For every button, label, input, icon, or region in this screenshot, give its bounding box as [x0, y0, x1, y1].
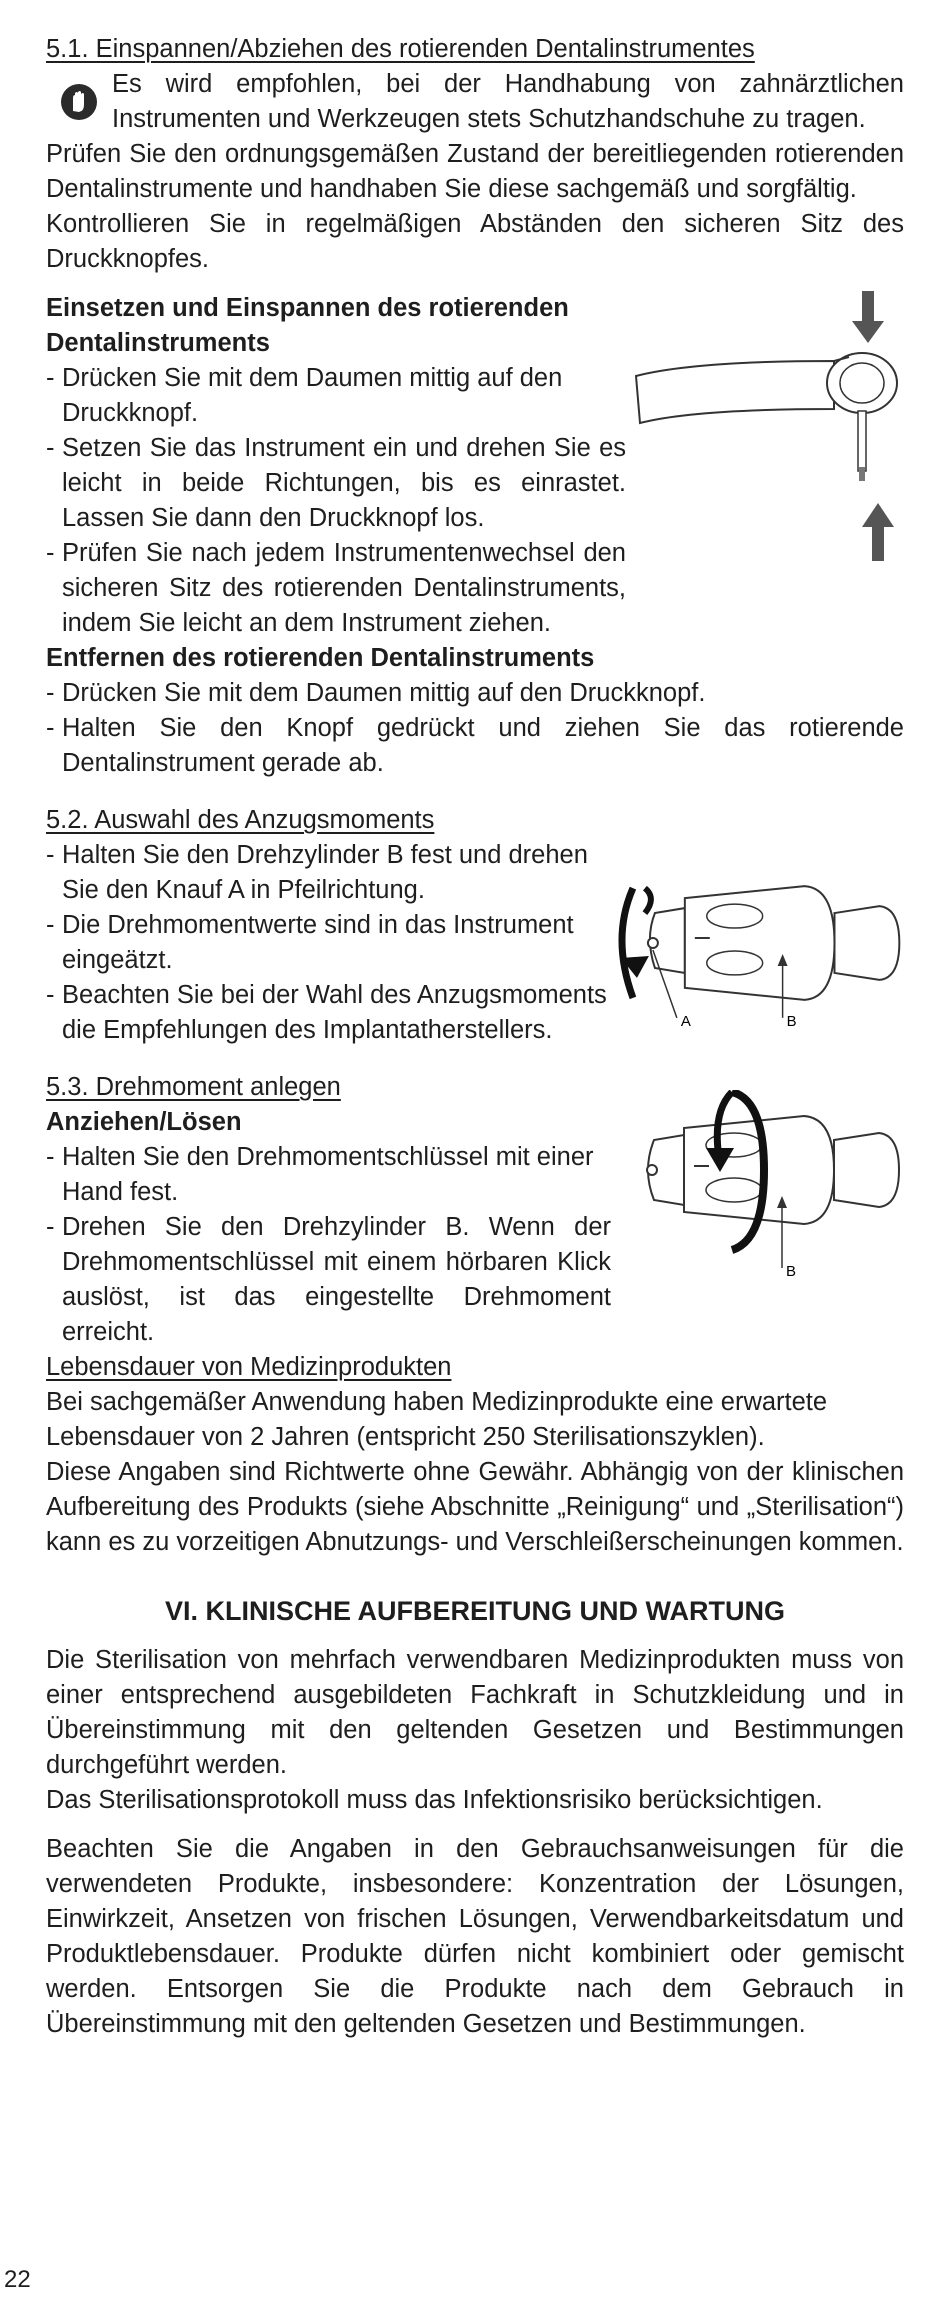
figure-label-a: A [680, 1012, 691, 1028]
protective-gloves-icon [60, 83, 98, 121]
section-5-1-heading: 5.1. Einspannen/Abziehen des rotierenden Dentalinstrumentes [46, 35, 755, 63]
remove-step: - Drücken Sie mit dem Daumen mittig auf den Druckknopf. [46, 676, 904, 711]
lifetime-heading: Lebensdauer von Medizinprodukten [46, 1353, 452, 1381]
apply-torque-list [46, 1140, 611, 1350]
figure-label-b: B [786, 1263, 797, 1280]
glove-note-line-1: Es wird empfohlen, bei der Handhabung von zahnärztlichen [112, 70, 904, 98]
torque-wrench-selection-figure [615, 858, 904, 1028]
insert-step: - Prüfen Sie nach jedem Instrumentenwechsel den sicheren Sitz des rotierenden Dentalinstruments, indem Sie leicht an dem Instrument ziehen. [46, 536, 626, 641]
handpiece-push-button-figure [634, 291, 904, 561]
apply-torque-step: - Halten Sie den Drehmomentschlüssel mit einer Hand fest. [46, 1140, 611, 1210]
s51-para-1: Prüfen Sie den ordnungsgemäßen Zustand der bereitliegenden rotierenden Dentalinstrumente und handhaben Sie diese sachgemäß und sorgfältig. [46, 140, 904, 203]
apply-torque-step: - Drehen Sie den Drehzylinder B. Wenn der Drehmomentschlüssel mit einem hörbaren Klick auslöst, ist das eingestellte Drehmoment erreicht. [46, 1210, 611, 1350]
lifetime-para-1: Bei sachgemäßer Anwendung haben Medizinprodukte eine erwartete Lebensdauer von 2 Jahren (entspricht 250 Sterilisationszyklen). [46, 1388, 828, 1451]
section-5-2-heading: 5.2. Auswahl des Anzugsmoments [46, 806, 435, 834]
torque-selection-step: - Die Drehmomentwerte sind in das Instrument eingeätzt. [46, 908, 615, 978]
chapter-6-para-2: Das Sterilisationsprotokoll muss das Infektionsrisiko berücksichtigen. [46, 1786, 823, 1814]
remove-heading: Entfernen des rotierenden Dentalinstruments [46, 644, 595, 672]
remove-steps-list [46, 676, 904, 781]
torque-selection-step: - Beachten Sie bei der Wahl des Anzugsmoments die Empfehlungen des Implantatherstellers. [46, 978, 615, 1048]
chapter-6-para-1: Die Sterilisation von mehrfach verwendbaren Medizinprodukten muss von einer entsprechend ausgebildeten Fachkraft in Schutzkleidung und in Übereinstimmung mit den geltenden Gesetzen und Bestimmungen durchgeführt werden. [46, 1646, 904, 1779]
figure-label-b: B [786, 1012, 797, 1028]
insert-step: - Drücken Sie mit dem Daumen mittig auf den Druckknopf. [46, 361, 626, 431]
torque-selection-list [46, 838, 615, 1048]
insert-steps-list [46, 361, 626, 641]
glove-note-line-2: Instrumenten und Werkzeugen stets Schutzhandschuhe zu tragen. [112, 105, 866, 133]
manual-page [46, 32, 904, 2042]
insert-heading-line-2: Dentalinstruments [46, 329, 270, 357]
page-number: 22 [4, 2266, 31, 2293]
chapter-6-para-3: Beachten Sie die Angaben in den Gebrauchsanweisungen für die verwendeten Produkte, insbesondere: Konzentration der Lösungen, Einwirkzeit, Ansetzen von frischen Lösungen, Verwendbarkeitsdatum und Produktlebensdauer. Produkte dürfen nicht kombiniert oder gemischt werden. Entsorgen Sie die Produkte nach dem Gebrauch in Übereinstimmung mit den geltenden Gesetzen und Bestimmungen. [46, 1835, 904, 2038]
section-5-3-heading: 5.3. Drehmoment anlegen [46, 1073, 341, 1101]
glove-note [46, 67, 904, 137]
remove-step: - Halten Sie den Knopf gedrückt und ziehen Sie das rotierende Dentalinstrument gerade ab. [46, 711, 904, 781]
tighten-loosen-heading: Anziehen/Lösen [46, 1108, 242, 1136]
s51-para-2: Kontrollieren Sie in regelmäßigen Abständen den sicheren Sitz des Druckknopfes. [46, 210, 904, 273]
torque-selection-step: - Halten Sie den Drehzylinder B fest und drehen Sie den Knauf A in Pfeilrichtung. [46, 838, 615, 908]
chapter-6-title: VI. KLINISCHE AUFBEREITUNG UND WARTUNG [165, 1596, 785, 1626]
insert-heading-line-1: Einsetzen und Einspannen des rotierenden [46, 294, 569, 322]
lifetime-para-2: Diese Angaben sind Richtwerte ohne Gewähr. Abhängig von der klinischen Aufbereitung des Produkts (siehe Abschnitte „Reinigung“ und „Sterilisation“) kann es zu vorzeitigen Abnutzungs- und Verschleißerscheinungen kommen. [46, 1458, 904, 1556]
torque-wrench-apply-figure [614, 1090, 904, 1290]
insert-step: - Setzen Sie das Instrument ein und drehen Sie es leicht in beide Richtungen, bis es einrastet. Lassen Sie dann den Druckknopf los. [46, 431, 626, 536]
